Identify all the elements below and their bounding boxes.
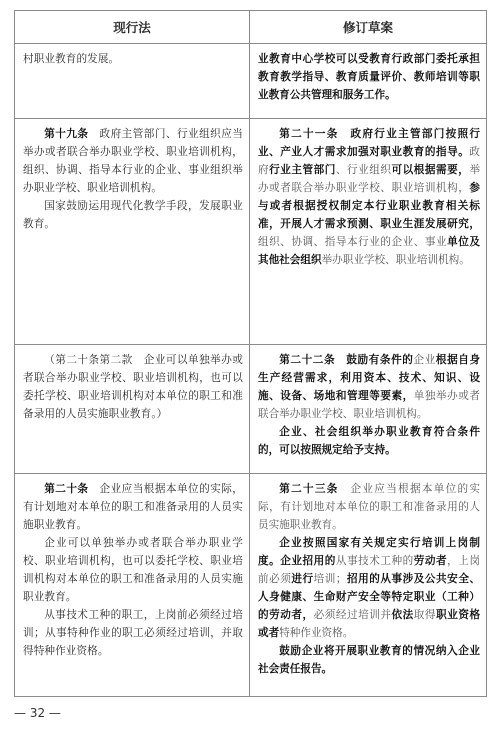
comparison-table <box>14 10 487 697</box>
retained-text: 举办职业学校、职业培训机构。 <box>321 254 470 266</box>
cell-draft-revision <box>250 345 487 474</box>
cell-draft-revision <box>250 474 487 697</box>
cell-current-law <box>15 474 250 697</box>
article-number: 第二十二条 <box>279 354 336 366</box>
retained-text: 必须经过培训并 <box>313 609 392 621</box>
table-row <box>15 345 487 474</box>
paragraph: 业教育中心学校可以受教育行政部门委托承担教育教学指导、教育质量评价、教师培训等职业教育公共管理和服务工作。 <box>258 53 480 101</box>
added-text: 职业资格或者 <box>258 609 481 639</box>
retained-text: 、行业组织 <box>335 164 392 176</box>
paragraph <box>23 480 243 534</box>
added-text: 招用的从事涉及公共安全、人身健康、生命财产安全等特定职业（工种）的劳动者， <box>258 573 481 621</box>
header-draft-revision: 修订草案 <box>250 11 487 44</box>
retained-text: 举办或者联合举办职业学校、职业培训机构， <box>258 164 481 194</box>
paragraph: 鼓励企业将开展职业教育的情况纳入企业社会责任报告。 <box>258 645 480 675</box>
retained-text: 企业 <box>413 354 436 366</box>
table-header-row <box>15 11 487 44</box>
added-text: 进行 <box>291 573 314 585</box>
header-current-law: 现行法 <box>15 11 250 44</box>
cell-current-law <box>15 119 250 345</box>
retained-text: 组织、协调、指导本行业的企业、事业 <box>258 236 448 248</box>
retained-text: 从事技术工种的 <box>335 555 414 567</box>
paragraph: （第二十条第二款 企业可以单独举办或者联合举办职业学校、职业培训机构，也可以委托学校、职业培训机构对本单位的职工和准备录用的人员实施职业教育。） <box>23 354 243 420</box>
added-text: 鼓励有条件的 <box>346 354 414 366</box>
retained-text: 培训； <box>313 573 347 585</box>
article-number: 第二十条 <box>44 483 89 495</box>
cell-current-law <box>15 44 250 119</box>
retained-text: 取得 <box>413 609 437 621</box>
paragraph: 从事技术工种的职工，上岗前必须经过培训；从事特种作业的职工必须经过培训，并取得特种作业资格。 <box>23 609 243 657</box>
article-text: 企业应当根据本单位的实际，有计划地对本单位的职工和准备录用的人员实施职业教育。 <box>23 483 243 531</box>
paragraph: 企业、社会组织举办职业教育符合条件的，可以按照规定给予支持。 <box>258 426 480 456</box>
table-row <box>15 474 487 697</box>
retained-text: 政府 <box>258 146 480 176</box>
paragraph: 村职业教育的发展。 <box>23 53 120 65</box>
cell-draft-revision <box>250 119 487 345</box>
added-text: 可以根据需要， <box>391 164 470 176</box>
cell-current-law <box>15 345 250 474</box>
article-number: 第二十一条 <box>279 128 339 140</box>
page-number: — 32 — <box>14 706 61 720</box>
retained-text: ，上岗前必须 <box>258 555 481 585</box>
added-text: 单位及其他社会组织 <box>258 236 481 266</box>
paragraph <box>258 480 480 534</box>
retained-text: 企业应当根据本单位的实际，有计划地对本单位的职工和准备录用的人员实施职业教育。 <box>258 483 481 531</box>
added-text: 参与或者根据授权制定本行业职业教育相关标准，开展人才需求预测、职业生涯发展研究， <box>258 182 480 230</box>
added-text: 根据自身生产经营需求，利用资本、技术、知识、设施、设备、场地和管理等要素， <box>258 354 481 402</box>
table-row <box>15 119 487 345</box>
paragraph <box>23 125 243 197</box>
paragraph: 国家鼓励运用现代化教学手段，发展职业教育。 <box>23 200 243 230</box>
paragraph <box>258 351 480 423</box>
article-text: 政府主管部门、行业组织应当举办或者联合举办职业学校、职业培训机构，组织、协调、指导本行业的企业、事业组织举办职业学校、职业培训机构。 <box>23 128 243 194</box>
added-text: 政府行业主管部门按照行业、产业人才需求加强对职业教育的指导。 <box>258 128 481 158</box>
paragraph <box>258 534 480 642</box>
added-text: 劳动者 <box>413 555 448 567</box>
cell-draft-revision <box>250 44 487 119</box>
paragraph <box>258 125 480 269</box>
article-number: 第十九条 <box>44 128 89 140</box>
article-number: 第二十三条 <box>279 483 339 495</box>
retained-text: 特种作业资格。 <box>279 627 354 639</box>
paragraph: 企业可以单独举办或者联合举办职业学校、职业培训机构，也可以委托学校、职业培训机构对本单位的职工和准备录用的人员实施职业教育。 <box>23 537 243 603</box>
added-text: 行业主管部门 <box>269 164 336 176</box>
added-text: 依法 <box>391 609 414 621</box>
retained-text: 单独举办或者联合举办职业学校、职业培训机构。 <box>258 390 481 420</box>
table-row <box>15 44 487 119</box>
added-text: 企业按照国家有关规定实行培训上岗制度。企业招用的 <box>258 537 480 567</box>
